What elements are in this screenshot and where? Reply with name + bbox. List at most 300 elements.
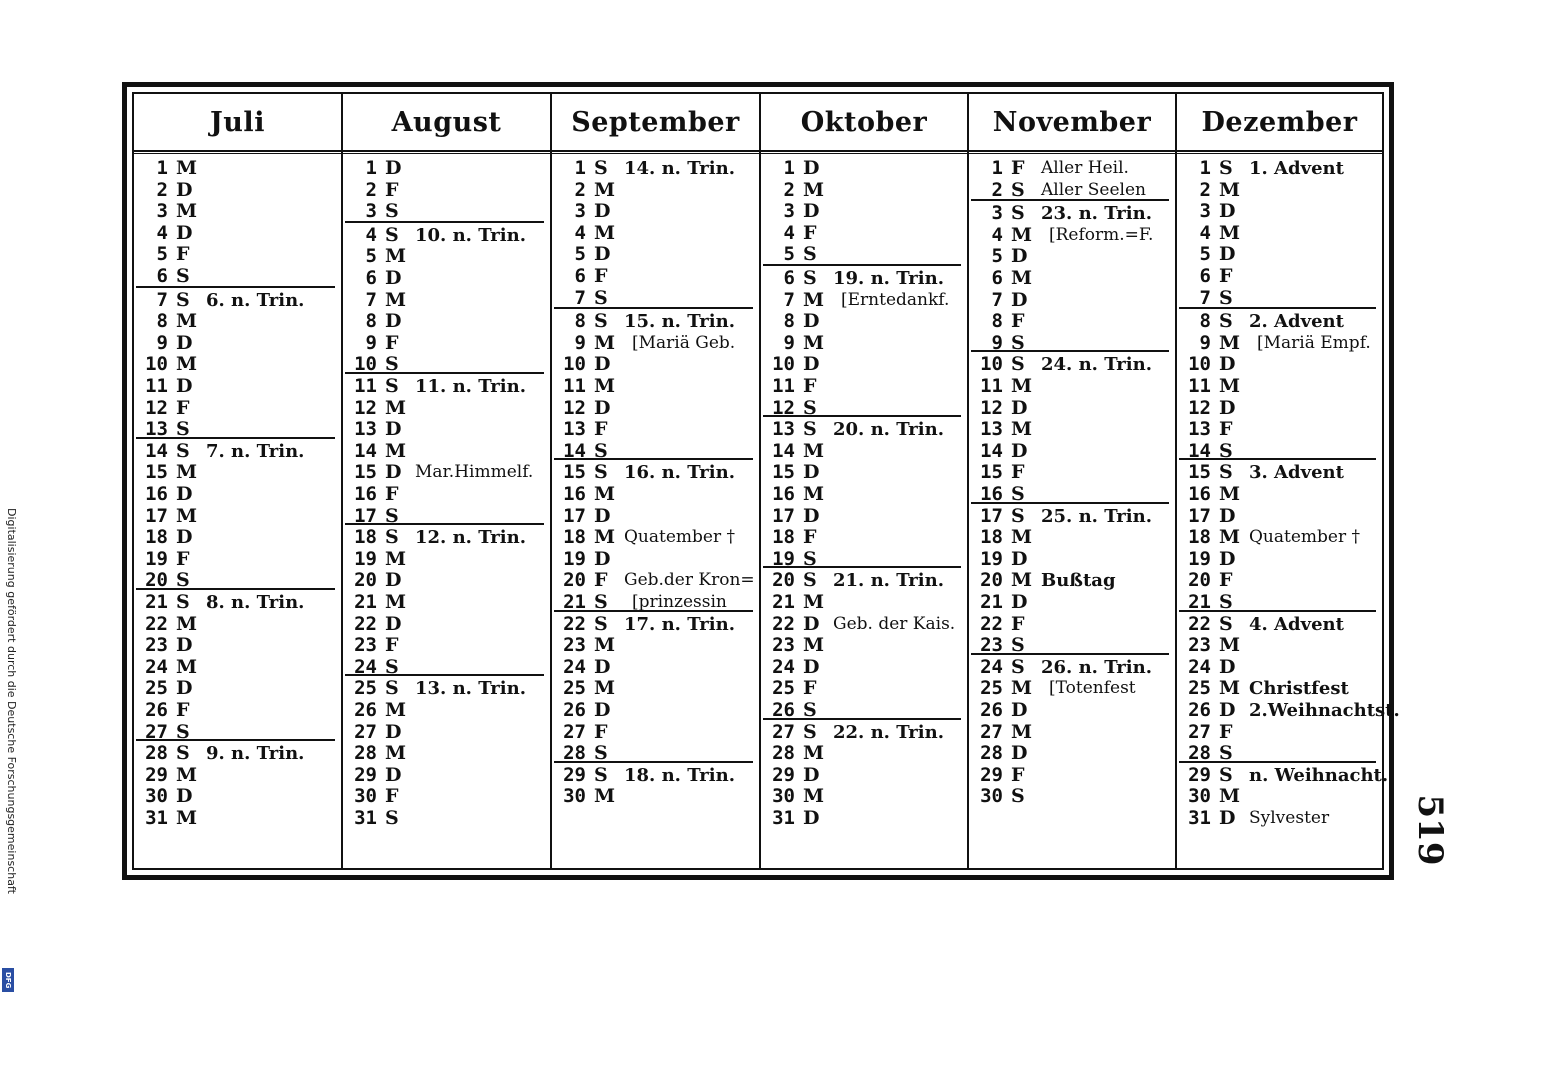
day-row <box>1179 201 1376 222</box>
weekday-letter: S <box>176 720 190 743</box>
day-number: 27 <box>354 720 377 743</box>
day-number: 24 <box>145 655 168 678</box>
week-block <box>971 350 1169 505</box>
weekday-letter: M <box>1011 266 1033 289</box>
weekday-letter: S <box>594 157 608 179</box>
day-annotation: [Mariä Geb. <box>632 332 736 353</box>
weekday-letter: F <box>385 331 399 354</box>
day-row <box>345 268 544 289</box>
day-number: 29 <box>563 763 586 786</box>
day-number: 26 <box>563 698 586 721</box>
day-row <box>763 419 961 440</box>
weekday-letter: D <box>176 785 193 808</box>
day-number: 9 <box>365 331 377 354</box>
weekday-letter: S <box>803 418 817 441</box>
day-number: 1 <box>1199 157 1211 179</box>
day-row <box>554 786 753 807</box>
day-number: 5 <box>991 245 1003 268</box>
day-annotation: 17. n. Trin. <box>624 613 735 635</box>
day-row <box>1179 527 1376 548</box>
weekday-letter: D <box>803 612 820 635</box>
weekday-letter: F <box>803 526 817 549</box>
weekday-letter: M <box>594 374 616 397</box>
day-number: 11 <box>145 374 168 397</box>
weekday-letter: M <box>1219 178 1241 201</box>
weekday-letter: S <box>176 288 190 311</box>
weekday-letter: D <box>1011 698 1028 721</box>
weekday-letter: S <box>594 286 608 309</box>
day-annotation: [Totenfest <box>1049 678 1136 699</box>
day-number: 9 <box>1199 331 1211 354</box>
weekday-letter: D <box>1219 806 1236 829</box>
weekday-letter: M <box>1011 374 1033 397</box>
weekday-letter: M <box>1219 634 1241 657</box>
header-rule <box>969 150 1175 154</box>
day-row <box>1179 484 1376 505</box>
day-number: 1 <box>783 157 795 179</box>
day-row <box>1179 266 1376 287</box>
day-row <box>136 743 335 764</box>
day-number: 13 <box>145 418 168 441</box>
day-annotation: 3. Advent <box>1249 462 1344 484</box>
day-number: 20 <box>145 569 168 592</box>
day-number: 10 <box>145 353 168 376</box>
day-number: 15 <box>1188 461 1211 484</box>
week-block <box>763 156 961 264</box>
weekday-letter: D <box>1011 396 1028 419</box>
day-number: 25 <box>1188 677 1211 700</box>
weekday-letter: S <box>1011 634 1025 657</box>
day-number: 30 <box>563 785 586 808</box>
day-number: 7 <box>783 288 795 311</box>
day-annotation: 1. Advent <box>1249 158 1344 179</box>
day-number: 4 <box>991 223 1003 246</box>
day-row <box>345 441 544 462</box>
weekday-letter: D <box>385 310 402 333</box>
day-row <box>1179 376 1376 397</box>
day-number: 21 <box>772 590 795 613</box>
day-number: 11 <box>772 375 795 397</box>
day-number: 10 <box>1188 353 1211 376</box>
day-number: 14 <box>772 439 795 462</box>
day-number: 17 <box>772 504 795 527</box>
weekday-letter: M <box>594 677 616 700</box>
weekday-letter: M <box>803 331 825 354</box>
month-column-september <box>550 94 759 868</box>
day-number: 16 <box>145 482 168 505</box>
day-row <box>554 527 753 548</box>
day-row <box>345 614 544 635</box>
weekday-letter: M <box>803 482 825 505</box>
weekday-letter: S <box>176 418 190 441</box>
day-row <box>136 506 335 527</box>
weekday-letter: M <box>1219 331 1241 354</box>
day-row <box>971 506 1169 527</box>
day-number: 6 <box>365 266 377 289</box>
day-row <box>136 376 335 397</box>
day-row <box>554 244 753 265</box>
day-number: 26 <box>354 698 377 721</box>
weekday-letter: M <box>385 590 407 613</box>
day-number: 15 <box>354 461 377 484</box>
week-block <box>971 199 1169 354</box>
day-number: 28 <box>354 742 377 765</box>
weekday-letter: M <box>594 482 616 505</box>
weekday-letter: D <box>385 266 402 289</box>
day-row <box>554 158 753 179</box>
day-row <box>554 614 753 635</box>
weekday-letter: F <box>1219 720 1233 743</box>
weekday-letter: D <box>803 806 820 829</box>
day-number: 12 <box>1188 396 1211 419</box>
weekday-letter: D <box>176 482 193 505</box>
day-number: 27 <box>1188 720 1211 743</box>
day-annotation: Aller Heil. <box>1041 158 1129 178</box>
day-number: 17 <box>980 504 1003 527</box>
day-number: 21 <box>145 591 168 613</box>
day-number: 4 <box>1199 221 1211 244</box>
weekday-letter: D <box>594 504 611 527</box>
day-number: 20 <box>772 569 795 592</box>
weekday-letter: F <box>803 375 817 397</box>
weekday-letter: D <box>385 461 402 484</box>
day-number: 8 <box>365 310 377 333</box>
day-number: 6 <box>1199 265 1211 287</box>
weekday-letter: S <box>594 461 608 484</box>
day-annotation: Christfest <box>1249 678 1349 700</box>
day-annotation: 11. n. Trin. <box>415 376 526 397</box>
day-row <box>971 765 1169 786</box>
day-number: 14 <box>563 439 586 462</box>
weekday-letter: F <box>803 221 817 244</box>
day-row <box>763 311 961 332</box>
day-row <box>971 268 1169 289</box>
week-block <box>1179 610 1400 765</box>
week-block <box>345 372 544 527</box>
day-number: 11 <box>354 375 377 397</box>
day-number: 21 <box>980 590 1003 613</box>
month-column-november <box>967 94 1175 868</box>
day-row <box>971 246 1169 267</box>
weekday-letter: S <box>385 353 399 376</box>
day-row <box>554 570 753 591</box>
weekday-letter: S <box>1011 178 1025 201</box>
weekday-letter: M <box>803 634 825 657</box>
day-row <box>345 722 544 743</box>
header-rule <box>343 150 550 154</box>
day-number: 24 <box>1188 655 1211 678</box>
weekday-letter: D <box>803 353 820 376</box>
day-row <box>345 158 544 179</box>
day-number: 24 <box>772 655 795 678</box>
weekday-letter: M <box>176 763 198 786</box>
day-number: 31 <box>354 806 377 829</box>
weekday-letter: D <box>594 353 611 376</box>
weekday-letter: S <box>176 265 190 287</box>
day-row <box>971 441 1169 462</box>
weekday-letter: D <box>385 157 402 179</box>
weekday-letter: S <box>385 806 399 829</box>
weekday-letter: M <box>594 221 616 244</box>
day-number: 16 <box>980 482 1003 505</box>
day-row <box>1179 808 1376 829</box>
day-row <box>136 354 335 375</box>
weekday-letter: D <box>803 157 820 179</box>
weekday-letter: F <box>803 677 817 700</box>
day-number: 27 <box>145 720 168 743</box>
weekday-letter: D <box>385 569 402 592</box>
day-number: 8 <box>156 310 168 333</box>
weekday-letter: S <box>1011 785 1025 808</box>
day-row <box>554 765 753 786</box>
day-annotation: 4. Advent <box>1249 613 1344 635</box>
weekday-letter: D <box>176 331 193 354</box>
day-number: 13 <box>354 418 377 441</box>
weekday-letter: M <box>176 461 198 484</box>
day-row <box>554 180 753 201</box>
week-block <box>1179 156 1376 307</box>
day-number: 11 <box>1188 374 1211 397</box>
weekday-letter: M <box>176 655 198 678</box>
weekday-letter: F <box>594 720 608 743</box>
month-header: September <box>571 106 740 138</box>
day-row <box>1179 570 1376 591</box>
day-number: 25 <box>145 677 168 700</box>
day-row <box>136 311 335 332</box>
day-row <box>554 635 753 656</box>
day-annotation: Geb. der Kais. <box>833 613 956 634</box>
day-number: 24 <box>563 655 586 678</box>
day-annotation: 10. n. Trin. <box>415 224 526 246</box>
day-row <box>136 614 335 635</box>
weekday-letter: F <box>1011 763 1025 786</box>
weekday-letter: D <box>176 526 193 549</box>
weekday-letter: S <box>1219 310 1233 333</box>
weekday-letter: M <box>594 634 616 657</box>
weekday-letter: M <box>385 439 407 462</box>
weekday-letter: F <box>1011 157 1025 179</box>
weekday-letter: S <box>176 591 190 613</box>
weekday-letter: M <box>1011 677 1033 700</box>
day-number: 25 <box>354 677 377 700</box>
day-number: 11 <box>980 374 1003 397</box>
day-number: 28 <box>772 742 795 765</box>
weekday-letter: M <box>385 396 407 419</box>
day-annotation: 2. Advent <box>1249 311 1344 333</box>
weekday-letter: D <box>385 418 402 441</box>
day-row <box>971 657 1169 678</box>
day-number: 23 <box>772 634 795 657</box>
day-row <box>345 765 544 786</box>
weekday-letter: S <box>1219 763 1233 786</box>
day-number: 31 <box>1188 806 1211 829</box>
week-block <box>971 156 1169 199</box>
weekday-letter: F <box>385 785 399 808</box>
day-number: 15 <box>145 461 168 484</box>
day-row <box>763 635 961 656</box>
day-annotation: 16. n. Trin. <box>624 462 735 484</box>
day-number: 3 <box>365 200 377 223</box>
day-number: 24 <box>354 655 377 678</box>
day-row <box>1179 419 1376 440</box>
weekday-letter: D <box>594 396 611 419</box>
day-number: 9 <box>574 331 586 354</box>
day-row <box>345 333 544 354</box>
weekday-letter: S <box>1011 655 1025 678</box>
day-number: 29 <box>354 763 377 786</box>
weekday-letter: M <box>1011 569 1033 592</box>
day-number: 14 <box>145 439 168 462</box>
day-number: 25 <box>563 677 586 700</box>
day-number: 4 <box>574 221 586 244</box>
day-number: 27 <box>772 720 795 743</box>
day-row <box>554 398 753 419</box>
day-row <box>971 570 1169 591</box>
weekday-letter: M <box>1011 720 1033 743</box>
day-row <box>345 398 544 419</box>
day-row <box>136 244 335 265</box>
day-number: 18 <box>563 526 586 549</box>
day-number: 22 <box>1188 612 1211 635</box>
day-number: 20 <box>980 569 1003 592</box>
week-block <box>554 307 753 462</box>
weekday-letter: M <box>176 806 198 829</box>
day-number: 20 <box>563 569 586 592</box>
day-number: 20 <box>1188 569 1211 592</box>
day-number: 13 <box>1188 418 1211 441</box>
day-row <box>971 158 1169 179</box>
day-row <box>971 527 1169 548</box>
day-row <box>763 592 961 613</box>
day-row <box>345 700 544 721</box>
day-row <box>763 290 961 311</box>
day-row <box>971 398 1169 419</box>
day-number: 23 <box>145 634 168 657</box>
day-number: 23 <box>1188 634 1211 657</box>
day-row <box>345 743 544 764</box>
day-number: 28 <box>980 742 1003 765</box>
day-annotation: 14. n. Trin. <box>624 158 735 179</box>
day-row <box>763 462 961 483</box>
weekday-letter: S <box>176 569 190 592</box>
weekday-letter: F <box>176 547 190 570</box>
weekday-letter: D <box>594 698 611 721</box>
day-number: 22 <box>772 612 795 635</box>
weekday-letter: S <box>1011 353 1025 376</box>
weekday-letter: S <box>385 223 399 246</box>
day-number: 23 <box>354 634 377 657</box>
day-row <box>763 484 961 505</box>
weekday-letter: M <box>1219 221 1241 244</box>
day-row <box>1179 786 1376 807</box>
day-row <box>1179 398 1376 419</box>
day-row <box>136 657 335 678</box>
day-row <box>345 678 544 699</box>
day-row <box>554 700 753 721</box>
day-row <box>971 180 1169 201</box>
week-block <box>1179 761 1389 829</box>
day-annotation: 9. n. Trin. <box>206 743 305 765</box>
day-row <box>763 743 961 764</box>
weekday-letter: S <box>1011 482 1025 505</box>
month-column-dezember <box>1175 94 1400 868</box>
day-number: 27 <box>563 720 586 743</box>
day-row <box>971 786 1169 807</box>
day-number: 6 <box>991 266 1003 289</box>
day-row <box>136 786 335 807</box>
day-number: 25 <box>980 677 1003 700</box>
day-number: 26 <box>145 699 168 721</box>
day-row <box>345 419 544 440</box>
day-number: 12 <box>354 396 377 419</box>
day-annotation: 19. n. Trin. <box>833 268 944 289</box>
day-number: 23 <box>980 634 1003 657</box>
weekday-letter: F <box>594 265 608 287</box>
day-row <box>345 635 544 656</box>
header-rule <box>1177 150 1382 154</box>
weekday-letter: D <box>176 178 193 201</box>
day-annotation: [Mariä Empf. <box>1257 332 1371 353</box>
day-number: 10 <box>772 353 795 376</box>
day-row <box>345 311 544 332</box>
day-row <box>763 376 961 397</box>
day-row <box>971 290 1169 311</box>
day-number: 16 <box>772 482 795 505</box>
day-row <box>971 743 1169 764</box>
day-number: 15 <box>980 461 1003 484</box>
day-number: 3 <box>991 202 1003 225</box>
weekday-letter: D <box>385 763 402 786</box>
weekday-letter: S <box>176 742 190 765</box>
day-annotation: 8. n. Trin. <box>206 592 305 613</box>
day-number: 30 <box>772 785 795 808</box>
day-row <box>136 484 335 505</box>
weekday-letter: D <box>176 634 193 657</box>
weekday-letter: M <box>176 200 198 223</box>
day-annotation: [prinzessin <box>632 591 727 612</box>
weekday-letter: M <box>803 288 825 311</box>
weekday-letter: D <box>803 461 820 484</box>
day-row <box>554 333 753 354</box>
week-block <box>554 458 755 613</box>
day-row <box>554 462 753 483</box>
weekday-letter: F <box>385 178 399 201</box>
day-row <box>763 722 961 743</box>
day-number: 17 <box>563 504 586 527</box>
weekday-letter: M <box>1011 526 1033 549</box>
calendar-table <box>132 92 1400 870</box>
week-block <box>1179 307 1376 462</box>
day-row <box>1179 223 1376 244</box>
weekday-letter: S <box>1219 439 1233 462</box>
day-row <box>345 462 544 483</box>
day-row <box>554 201 753 222</box>
day-number: 29 <box>145 763 168 786</box>
day-row <box>136 700 335 721</box>
day-row <box>345 290 544 311</box>
week-block <box>1179 458 1376 613</box>
day-number: 29 <box>1188 763 1211 786</box>
weekday-letter: D <box>1219 243 1236 266</box>
day-row <box>136 635 335 656</box>
month-header: Oktober <box>800 106 928 138</box>
day-row <box>554 549 753 570</box>
weekday-letter: D <box>1011 547 1028 570</box>
week-block <box>345 674 544 829</box>
week-block <box>763 566 961 721</box>
weekday-letter: D <box>176 221 193 244</box>
weekday-letter: D <box>176 677 193 700</box>
